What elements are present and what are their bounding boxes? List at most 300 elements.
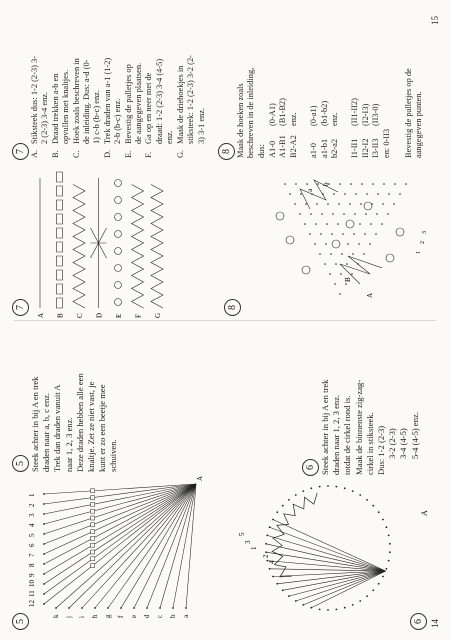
ring-dot bbox=[288, 499, 290, 501]
knot-marks bbox=[91, 489, 95, 568]
fan-line bbox=[44, 484, 196, 494]
fan-lines bbox=[44, 484, 196, 608]
side-letter: f bbox=[117, 615, 125, 618]
row-stitch bbox=[57, 172, 63, 308]
grid-dot bbox=[342, 233, 344, 235]
grid-dot bbox=[383, 183, 385, 185]
step-letter: E. bbox=[123, 150, 133, 158]
grid-dot bbox=[310, 213, 312, 215]
step-row bbox=[124, 8, 145, 158]
grid-dot bbox=[382, 203, 384, 205]
ring-dot bbox=[386, 568, 388, 570]
code-key: A1-B1 bbox=[278, 135, 288, 158]
frame-dot bbox=[159, 607, 161, 609]
figure-6-number-text: 6 bbox=[302, 459, 319, 476]
code-row bbox=[340, 98, 350, 158]
f5-line: Deze draden hebben alle een bbox=[74, 373, 85, 472]
grid-dot bbox=[351, 273, 353, 275]
peg bbox=[286, 236, 294, 244]
grid-dot bbox=[381, 223, 383, 225]
grid-dot bbox=[339, 293, 341, 295]
code-row bbox=[371, 98, 381, 158]
f6-label-5: 5 bbox=[238, 532, 246, 536]
corner-threads bbox=[300, 180, 382, 284]
grid-dot bbox=[349, 203, 351, 205]
grid-dot bbox=[338, 203, 340, 205]
step-letter: G. bbox=[175, 149, 185, 158]
frame-dot bbox=[68, 607, 70, 609]
step-row bbox=[51, 8, 72, 158]
grid-dot bbox=[305, 203, 307, 205]
step-text: Hoek zoals beschreven in de inleiding. Dus: a-d (0- 1) c-b (b-c) enz. bbox=[71, 58, 102, 144]
grid-dot bbox=[319, 253, 321, 255]
frame-dot bbox=[146, 607, 148, 609]
grid-dot bbox=[295, 183, 297, 185]
grid-dot bbox=[375, 233, 377, 235]
grid-dot bbox=[330, 253, 332, 255]
knot bbox=[91, 530, 95, 534]
peg bbox=[302, 266, 310, 274]
ring-dot bbox=[382, 519, 384, 521]
step-text: Trek draden van a-1 (1-2) 2-b (b-c) enz. bbox=[102, 57, 123, 144]
side-letter: k bbox=[52, 614, 60, 618]
grid-dot bbox=[393, 203, 395, 205]
f6-label-2: 2 bbox=[262, 554, 270, 558]
code-value: (0-A1) bbox=[268, 103, 277, 126]
top-number: 5 bbox=[28, 533, 36, 537]
fan-line bbox=[311, 571, 385, 608]
row-letters bbox=[37, 313, 162, 318]
frame-dot bbox=[43, 593, 45, 595]
fan-line bbox=[273, 571, 386, 577]
code-key: B2-A2 bbox=[288, 135, 298, 158]
ring-dot bbox=[282, 505, 284, 507]
code-value: enz. bbox=[288, 112, 298, 126]
row-stitch bbox=[132, 185, 144, 309]
ring-dot bbox=[388, 535, 390, 537]
f6-label-4: 4 bbox=[268, 560, 276, 564]
fan-line bbox=[160, 484, 196, 608]
f6-line: cirkel in stiksteek. bbox=[364, 412, 375, 475]
peg bbox=[386, 254, 394, 262]
grid-dot bbox=[352, 253, 354, 255]
grid-dot bbox=[376, 213, 378, 215]
grid-dot bbox=[334, 283, 336, 285]
f5-line: draden naar a, b, c enz. bbox=[41, 392, 52, 472]
peg bbox=[276, 212, 284, 220]
row-letter: F bbox=[134, 314, 143, 318]
grid-dot bbox=[369, 243, 371, 245]
frame-dot bbox=[43, 603, 45, 605]
grid-dot bbox=[317, 183, 319, 185]
code-key: II2-I2 bbox=[360, 138, 370, 158]
grid-dot bbox=[337, 223, 339, 225]
side-letter: d bbox=[143, 614, 151, 618]
frame-dot bbox=[55, 607, 57, 609]
step-row bbox=[30, 8, 51, 158]
peg bbox=[115, 248, 122, 255]
grid-dot bbox=[364, 233, 366, 235]
ring-dot bbox=[310, 487, 312, 489]
frame-dot bbox=[81, 607, 83, 609]
ring-dot bbox=[366, 595, 368, 597]
f5-line: knaltje. Zet ze niet vast, je bbox=[86, 381, 97, 472]
frame-dot bbox=[43, 553, 45, 555]
step-letter: C. bbox=[71, 150, 81, 158]
figure-8-number-text: 8 bbox=[218, 143, 235, 160]
grid-dot bbox=[314, 243, 316, 245]
fan-lines bbox=[266, 520, 386, 608]
grid-dot bbox=[294, 203, 296, 205]
grid-dot bbox=[329, 273, 331, 275]
code-row bbox=[350, 98, 360, 158]
figure-8-intro bbox=[236, 68, 267, 158]
top-number: 8 bbox=[28, 563, 36, 567]
grid-dot bbox=[353, 233, 355, 235]
f8-intro-line: Maak de hoeken zoals bbox=[236, 83, 245, 158]
f5-line: schuiven. bbox=[108, 439, 119, 472]
knot bbox=[91, 489, 95, 493]
frame-dot bbox=[43, 523, 45, 525]
ring-dot bbox=[302, 490, 304, 492]
step-letter: A. bbox=[30, 149, 39, 158]
f6-line: 3-4 (4-5) bbox=[398, 428, 409, 459]
top-number: 4 bbox=[28, 523, 36, 527]
f6-label-1: 1 bbox=[250, 546, 258, 550]
code-row bbox=[289, 98, 299, 158]
grid-dot bbox=[331, 233, 333, 235]
f6-line: 3-2 (2-3) bbox=[387, 428, 398, 459]
f6-line: totdat de cirkel rond is. bbox=[342, 395, 353, 475]
code-row bbox=[309, 98, 319, 158]
row-letter: A bbox=[37, 312, 45, 318]
figure-8-number: 8 bbox=[224, 299, 241, 316]
grid-dot bbox=[387, 213, 389, 215]
f6-label-A: A bbox=[420, 510, 429, 516]
figure-6-number: 6 bbox=[410, 613, 427, 630]
grid-dot bbox=[325, 243, 327, 245]
f6-line: Maak de binnenste zig-zag- bbox=[353, 379, 364, 475]
code-key: I3-II3 bbox=[371, 138, 381, 158]
f6-line: 5-4 (4-5) enz. bbox=[409, 411, 420, 459]
grid-dot bbox=[360, 203, 362, 205]
top-number: 12 bbox=[28, 600, 36, 607]
top-number: 7 bbox=[28, 553, 36, 557]
figure-6-diagram bbox=[222, 482, 434, 614]
f8-label-b: b bbox=[322, 182, 330, 186]
apex-label: A bbox=[196, 475, 204, 481]
figure-5-diagram bbox=[26, 474, 216, 618]
ring-dot bbox=[319, 609, 321, 611]
grid-dot bbox=[365, 213, 367, 215]
step-letter: F. bbox=[144, 151, 154, 158]
f6-line: Steek achter in bij A en trek bbox=[320, 379, 330, 475]
figure-5-text bbox=[30, 373, 120, 472]
grid-dot bbox=[343, 213, 345, 215]
peg bbox=[332, 240, 340, 248]
figure-5-number-text: 5 bbox=[12, 455, 29, 472]
grid-dot bbox=[335, 263, 337, 265]
top-number: 3 bbox=[28, 513, 36, 517]
peg bbox=[115, 282, 122, 289]
step-row bbox=[144, 8, 175, 158]
row-stitch bbox=[91, 178, 107, 308]
fan-line bbox=[44, 484, 196, 554]
grid-dot bbox=[326, 223, 328, 225]
ring-dot bbox=[352, 604, 354, 606]
row-stitch bbox=[73, 185, 85, 309]
frame-dot bbox=[43, 493, 45, 495]
knot bbox=[91, 536, 95, 540]
grid-dot bbox=[316, 203, 318, 205]
top-number: 10 bbox=[28, 580, 36, 587]
row-stitch bbox=[151, 185, 163, 309]
grid-dot bbox=[372, 183, 374, 185]
grid-dot bbox=[340, 273, 342, 275]
figure-8-diagram bbox=[240, 168, 436, 304]
ring-dot bbox=[372, 589, 374, 591]
code-row bbox=[361, 98, 371, 158]
grid-dot bbox=[339, 183, 341, 185]
f5-line: Trek dan draden vanuit A bbox=[52, 384, 63, 472]
code-key: A1-0 bbox=[268, 140, 277, 158]
grid-dot bbox=[333, 193, 335, 195]
figure-7-diagram bbox=[30, 168, 180, 318]
fan-line bbox=[283, 571, 386, 590]
ring-dot bbox=[344, 607, 346, 609]
top-number: 1 bbox=[28, 493, 36, 497]
step-row bbox=[103, 8, 124, 158]
ring-dot bbox=[344, 487, 346, 489]
ring-dot bbox=[336, 609, 338, 611]
grid-dot bbox=[405, 183, 407, 185]
ring-dot bbox=[372, 505, 374, 507]
figure-6-text bbox=[320, 380, 421, 475]
frame-dot bbox=[107, 607, 109, 609]
grid-dot bbox=[344, 193, 346, 195]
page-fold bbox=[14, 320, 436, 321]
ring-dot bbox=[386, 526, 388, 528]
top-number: 2 bbox=[28, 503, 36, 507]
grid-dot bbox=[359, 223, 361, 225]
top-number: 6 bbox=[28, 543, 36, 547]
fan-line bbox=[44, 484, 196, 564]
code-key: en: 0-II3 bbox=[381, 128, 391, 158]
step-row bbox=[176, 8, 207, 158]
knot bbox=[91, 557, 95, 561]
code-row bbox=[330, 98, 340, 158]
row-letter: B bbox=[56, 313, 65, 318]
top-number: 9 bbox=[28, 573, 36, 577]
ring-dot bbox=[327, 609, 329, 611]
peg bbox=[346, 220, 354, 228]
grid-dot bbox=[399, 193, 401, 195]
code-value: (b1-b2) bbox=[319, 100, 329, 126]
row-letter: C bbox=[76, 313, 84, 318]
f8-intro-line: dus: bbox=[256, 144, 266, 158]
ring-dot bbox=[276, 511, 278, 513]
fan-line bbox=[266, 552, 386, 571]
peg bbox=[364, 202, 372, 210]
step-text: Draad trekken a-b en opvullen met knaltjes. bbox=[50, 69, 71, 144]
knot bbox=[91, 502, 95, 506]
fan-line bbox=[44, 484, 196, 504]
page-number-left: 14 bbox=[430, 619, 440, 628]
grid-dot bbox=[363, 253, 365, 255]
grid-dot bbox=[354, 213, 356, 215]
fan-line bbox=[44, 484, 196, 544]
grid-dot bbox=[306, 183, 308, 185]
fan-line bbox=[270, 569, 386, 571]
frame-dot bbox=[120, 607, 122, 609]
peg bbox=[115, 197, 122, 204]
figure-7-steps bbox=[30, 8, 207, 158]
f8-intro-line: beschreven in de inleiding, bbox=[246, 67, 256, 158]
fan-line bbox=[273, 520, 386, 572]
frame-dot bbox=[43, 543, 45, 545]
code-value: (II1-II2) bbox=[350, 98, 360, 126]
grid-dot bbox=[327, 203, 329, 205]
f8-label-a: a bbox=[306, 188, 314, 192]
ring-dot bbox=[389, 551, 391, 553]
frame-dot bbox=[185, 607, 187, 609]
f8-label-B: B bbox=[344, 277, 352, 282]
frame-dot bbox=[94, 607, 96, 609]
grid-dot bbox=[377, 193, 379, 195]
grid-dot bbox=[345, 283, 347, 285]
ring-dot bbox=[352, 490, 354, 492]
knot bbox=[91, 509, 95, 513]
grid-dot bbox=[300, 193, 302, 195]
f6-line: draden naar 1, 2, 3 enz. bbox=[331, 394, 342, 475]
code-row bbox=[268, 98, 278, 158]
f8-label-A: A bbox=[366, 292, 374, 298]
knot bbox=[91, 516, 95, 520]
frame-dot bbox=[43, 503, 45, 505]
side-letter: e bbox=[130, 614, 138, 618]
top-number: 11 bbox=[28, 590, 36, 597]
ring-dot bbox=[359, 600, 361, 602]
code-row bbox=[278, 98, 288, 158]
code-value: (II3-0) bbox=[371, 103, 381, 126]
grid-dot bbox=[324, 263, 326, 265]
grid-dot bbox=[289, 193, 291, 195]
fan-line bbox=[296, 571, 386, 601]
ring-dot bbox=[336, 486, 338, 488]
grid-dot bbox=[350, 183, 352, 185]
frame-dot bbox=[43, 533, 45, 535]
figure-7-number-text: 7 bbox=[12, 143, 29, 160]
peg bbox=[115, 214, 122, 221]
side-letter: i bbox=[78, 616, 86, 618]
side-letter: a bbox=[182, 614, 190, 618]
f5-line: naar 1, 2, 3 enz. bbox=[63, 417, 74, 472]
grid-dot bbox=[366, 193, 368, 195]
frame-dot bbox=[172, 607, 174, 609]
frame-dot bbox=[43, 513, 45, 515]
knot bbox=[91, 523, 95, 527]
grid-dot bbox=[341, 253, 343, 255]
fan-line bbox=[147, 484, 196, 608]
grid-dot bbox=[332, 213, 334, 215]
figure-8-outro bbox=[404, 68, 425, 158]
code-key bbox=[299, 126, 309, 158]
frame-dot bbox=[43, 563, 45, 565]
row-patterns bbox=[40, 172, 163, 308]
step-text: Ga op en neer met de draad: 1-2 (2-3) 3-4 (4-5) enz. bbox=[144, 58, 175, 144]
knot bbox=[91, 496, 95, 500]
step-letter: D. bbox=[102, 149, 112, 158]
f8-label-1: 1 bbox=[416, 251, 422, 254]
code-key: a1-b1 bbox=[319, 138, 329, 158]
code-value: (0-a1) bbox=[309, 105, 319, 126]
peg bbox=[115, 180, 122, 187]
side-letter: h bbox=[91, 614, 99, 618]
ring-dot bbox=[389, 543, 391, 545]
frame-dot bbox=[133, 607, 135, 609]
grid-dot bbox=[346, 263, 348, 265]
ring-dot bbox=[382, 576, 384, 578]
fan-line bbox=[44, 484, 196, 604]
ring-dot bbox=[378, 583, 380, 585]
peg bbox=[396, 228, 404, 236]
peg bbox=[115, 265, 122, 272]
code-key: I1-II1 bbox=[350, 138, 360, 158]
ring-dot bbox=[366, 499, 368, 501]
row-letter: D bbox=[95, 312, 104, 318]
code-row bbox=[320, 98, 330, 158]
fan-line bbox=[270, 527, 386, 571]
frame-dot bbox=[43, 573, 45, 575]
page-number-right: 15 bbox=[430, 16, 440, 25]
step-row bbox=[72, 8, 103, 158]
step-text: Stiksteek dus: 1-2 (2-3) 3- 2 (2-3) 3-4 enz. bbox=[30, 56, 50, 144]
code-value: enz. bbox=[330, 112, 340, 126]
f5-line: Steek achter in bij A en trek bbox=[30, 376, 40, 472]
knot bbox=[91, 564, 95, 568]
fan-line bbox=[108, 484, 196, 608]
ring-dot bbox=[359, 494, 361, 496]
code-key: a1-0 bbox=[309, 143, 319, 158]
f8-outro-line: aangegeven punten. bbox=[414, 91, 424, 158]
knot bbox=[91, 550, 95, 554]
f8-label-3: 3 bbox=[422, 231, 428, 234]
f8-label-2: 2 bbox=[420, 241, 426, 244]
peg bbox=[115, 231, 122, 238]
figure-7-number: 7 bbox=[12, 299, 29, 316]
grid-dot bbox=[394, 183, 396, 185]
grid-dot bbox=[388, 193, 390, 195]
side-letter: g bbox=[104, 614, 112, 618]
row-letter: G bbox=[154, 312, 162, 318]
row-letter: E bbox=[115, 313, 123, 318]
grid-dot bbox=[361, 183, 363, 185]
step-text: Maak de driehoekjes in stiksteek: 1-2 (2-3) 3-2 (2- 3) 3-1 enz. bbox=[175, 55, 206, 144]
grid-dot bbox=[321, 213, 323, 215]
step-text: Bevestig de palletjes op de aangegeven plaatsen. bbox=[123, 62, 144, 144]
grid-dot bbox=[358, 243, 360, 245]
peg-circles bbox=[276, 202, 404, 274]
grid-dot bbox=[304, 223, 306, 225]
code-row bbox=[382, 98, 392, 158]
knot bbox=[91, 543, 95, 547]
grid-dot bbox=[315, 223, 317, 225]
code-value: (B1-B2) bbox=[278, 98, 288, 126]
f6-label-3: 3 bbox=[244, 540, 252, 544]
ring-dot bbox=[327, 485, 329, 487]
grid-dot bbox=[370, 223, 372, 225]
ring-dot bbox=[295, 494, 297, 496]
